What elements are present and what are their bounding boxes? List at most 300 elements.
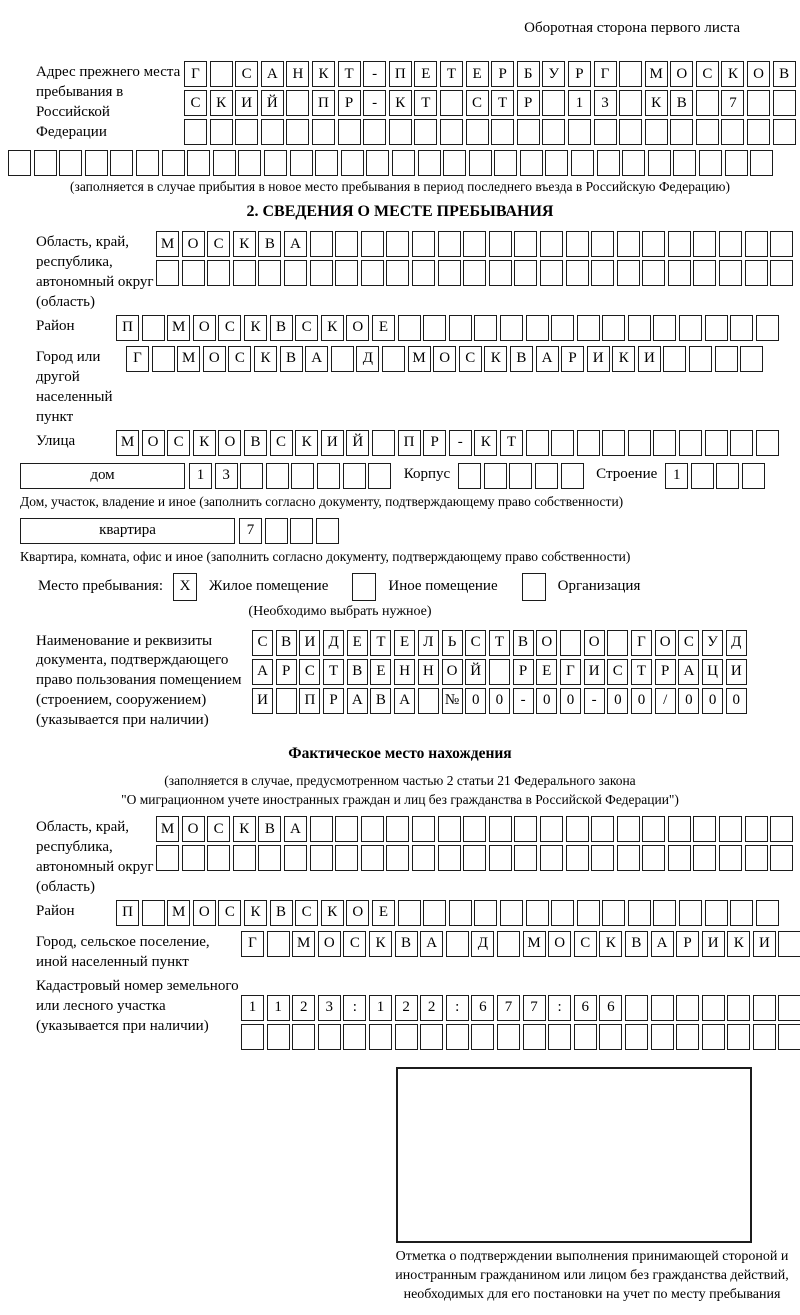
char-box[interactable] xyxy=(670,119,693,145)
char-box[interactable]: М xyxy=(167,900,190,926)
char-box[interactable]: К xyxy=(312,61,335,87)
char-box[interactable]: В xyxy=(276,630,297,656)
char-box[interactable] xyxy=(497,931,520,957)
char-box[interactable]: М xyxy=(645,61,668,87)
char-box[interactable] xyxy=(361,845,384,871)
char-box[interactable] xyxy=(210,61,233,87)
char-box[interactable]: С xyxy=(343,931,366,957)
char-box[interactable] xyxy=(414,119,437,145)
char-box[interactable] xyxy=(291,463,314,489)
char-box[interactable] xyxy=(730,430,753,456)
char-box[interactable] xyxy=(745,845,768,871)
char-box[interactable] xyxy=(628,315,651,341)
char-box[interactable] xyxy=(382,346,405,372)
char-box[interactable]: И xyxy=(321,430,344,456)
char-box[interactable] xyxy=(747,119,770,145)
char-box[interactable] xyxy=(599,1024,622,1050)
char-box[interactable]: Р xyxy=(561,346,584,372)
char-box[interactable] xyxy=(392,150,415,176)
char-box[interactable] xyxy=(316,518,339,544)
char-box[interactable] xyxy=(187,150,210,176)
char-box[interactable] xyxy=(310,845,333,871)
char-box[interactable] xyxy=(602,430,625,456)
char-box[interactable] xyxy=(162,150,185,176)
char-box[interactable] xyxy=(756,315,779,341)
char-box[interactable]: А xyxy=(536,346,559,372)
char-box[interactable]: Г xyxy=(631,630,652,656)
char-box[interactable] xyxy=(514,816,537,842)
char-box[interactable]: С xyxy=(167,430,190,456)
char-box[interactable]: А xyxy=(284,231,307,257)
char-box[interactable]: К xyxy=(721,61,744,87)
char-box[interactable]: И xyxy=(299,630,320,656)
char-box[interactable] xyxy=(628,430,651,456)
char-box[interactable]: В xyxy=(280,346,303,372)
char-box[interactable]: А xyxy=(252,659,273,685)
char-box[interactable]: Р xyxy=(276,659,297,685)
char-box[interactable] xyxy=(756,430,779,456)
char-box[interactable]: Т xyxy=(631,659,652,685)
dom-box[interactable]: дом xyxy=(20,463,185,489)
char-box[interactable]: Й xyxy=(261,90,284,116)
char-box[interactable] xyxy=(719,260,742,286)
char-box[interactable] xyxy=(386,816,409,842)
char-box[interactable] xyxy=(514,231,537,257)
char-box[interactable]: К xyxy=(244,900,267,926)
char-box[interactable] xyxy=(725,150,748,176)
char-box[interactable]: 0 xyxy=(607,688,628,714)
char-box[interactable] xyxy=(398,900,421,926)
char-box[interactable]: № xyxy=(442,688,463,714)
char-box[interactable] xyxy=(719,231,742,257)
kadastr-row-2[interactable] xyxy=(241,1024,800,1050)
char-box[interactable] xyxy=(770,845,793,871)
char-box[interactable] xyxy=(676,1024,699,1050)
char-box[interactable] xyxy=(770,231,793,257)
char-box[interactable] xyxy=(676,995,699,1021)
char-box[interactable]: Е xyxy=(536,659,557,685)
char-box[interactable]: И xyxy=(252,688,273,714)
char-box[interactable] xyxy=(548,1024,571,1050)
char-box[interactable]: К xyxy=(484,346,507,372)
char-box[interactable] xyxy=(696,119,719,145)
char-box[interactable] xyxy=(440,119,463,145)
char-box[interactable]: - xyxy=(363,61,386,87)
char-box[interactable]: М xyxy=(156,816,179,842)
char-box[interactable] xyxy=(418,688,439,714)
char-box[interactable]: Е xyxy=(466,61,489,87)
char-box[interactable]: В xyxy=(773,61,796,87)
char-box[interactable]: О xyxy=(747,61,770,87)
ulitsa-row[interactable] xyxy=(116,430,781,456)
char-box[interactable]: К xyxy=(193,430,216,456)
char-box[interactable] xyxy=(182,845,205,871)
char-box[interactable]: О xyxy=(346,900,369,926)
char-box[interactable]: С xyxy=(218,900,241,926)
char-box[interactable]: - xyxy=(449,430,472,456)
char-box[interactable] xyxy=(668,845,691,871)
char-box[interactable]: 3 xyxy=(594,90,617,116)
char-box[interactable] xyxy=(679,315,702,341)
char-box[interactable] xyxy=(715,346,738,372)
char-box[interactable]: 1 xyxy=(568,90,591,116)
char-box[interactable]: 6 xyxy=(471,995,494,1021)
char-box[interactable] xyxy=(540,260,563,286)
char-box[interactable] xyxy=(335,231,358,257)
char-box[interactable] xyxy=(458,463,481,489)
char-box[interactable] xyxy=(597,150,620,176)
char-box[interactable] xyxy=(369,1024,392,1050)
kvartira-box[interactable]: квартира xyxy=(20,518,235,544)
char-box[interactable] xyxy=(500,900,523,926)
char-box[interactable] xyxy=(745,816,768,842)
char-box[interactable] xyxy=(286,119,309,145)
char-box[interactable]: Е xyxy=(414,61,437,87)
char-box[interactable] xyxy=(551,315,574,341)
char-box[interactable]: С xyxy=(678,630,699,656)
char-box[interactable]: К xyxy=(369,931,392,957)
char-box[interactable] xyxy=(449,900,472,926)
char-box[interactable] xyxy=(156,260,179,286)
char-box[interactable]: Е xyxy=(372,315,395,341)
char-box[interactable] xyxy=(716,463,739,489)
char-box[interactable] xyxy=(110,150,133,176)
char-box[interactable] xyxy=(207,845,230,871)
char-box[interactable] xyxy=(85,150,108,176)
char-box[interactable] xyxy=(443,150,466,176)
char-box[interactable]: К xyxy=(233,231,256,257)
char-box[interactable] xyxy=(8,150,31,176)
char-box[interactable]: С xyxy=(696,61,719,87)
char-box[interactable] xyxy=(418,150,441,176)
char-box[interactable] xyxy=(773,119,796,145)
char-box[interactable]: О xyxy=(182,231,205,257)
char-box[interactable] xyxy=(696,90,719,116)
char-box[interactable] xyxy=(773,90,796,116)
char-box[interactable] xyxy=(491,119,514,145)
char-box[interactable] xyxy=(577,430,600,456)
char-box[interactable]: О xyxy=(203,346,226,372)
char-box[interactable]: М xyxy=(116,430,139,456)
char-box[interactable] xyxy=(653,430,676,456)
char-box[interactable]: В xyxy=(258,816,281,842)
char-box[interactable]: Т xyxy=(414,90,437,116)
char-box[interactable]: Т xyxy=(370,630,391,656)
char-box[interactable]: С xyxy=(295,900,318,926)
char-box[interactable] xyxy=(267,931,290,957)
char-box[interactable]: С xyxy=(465,630,486,656)
char-box[interactable]: У xyxy=(702,630,723,656)
char-box[interactable]: Н xyxy=(286,61,309,87)
char-box[interactable]: О xyxy=(218,430,241,456)
char-box[interactable] xyxy=(386,845,409,871)
char-box[interactable] xyxy=(668,816,691,842)
char-box[interactable]: 1 xyxy=(665,463,688,489)
char-box[interactable] xyxy=(526,315,549,341)
char-box[interactable] xyxy=(318,1024,341,1050)
char-box[interactable] xyxy=(469,150,492,176)
char-box[interactable] xyxy=(489,659,510,685)
char-box[interactable]: О xyxy=(182,816,205,842)
char-box[interactable]: : xyxy=(548,995,571,1021)
char-box[interactable] xyxy=(489,845,512,871)
char-box[interactable] xyxy=(679,430,702,456)
char-box[interactable]: О xyxy=(346,315,369,341)
doc-row-1[interactable] xyxy=(252,630,749,656)
char-box[interactable]: Д xyxy=(471,931,494,957)
char-box[interactable]: К xyxy=(321,315,344,341)
korpus-cells[interactable] xyxy=(458,463,586,489)
char-box[interactable]: О xyxy=(670,61,693,87)
char-box[interactable] xyxy=(438,845,461,871)
char-box[interactable] xyxy=(653,315,676,341)
char-box[interactable] xyxy=(551,900,574,926)
char-box[interactable] xyxy=(182,260,205,286)
char-box[interactable]: Р xyxy=(513,659,534,685)
char-box[interactable]: 7 xyxy=(239,518,262,544)
char-box[interactable] xyxy=(622,150,645,176)
char-box[interactable] xyxy=(335,260,358,286)
char-box[interactable]: С xyxy=(299,659,320,685)
char-box[interactable] xyxy=(568,119,591,145)
char-box[interactable] xyxy=(727,995,750,1021)
char-box[interactable] xyxy=(699,150,722,176)
char-box[interactable] xyxy=(284,845,307,871)
char-box[interactable] xyxy=(423,900,446,926)
char-box[interactable]: И xyxy=(753,931,776,957)
char-box[interactable] xyxy=(517,119,540,145)
char-box[interactable] xyxy=(484,463,507,489)
char-box[interactable]: К xyxy=(645,90,668,116)
char-box[interactable] xyxy=(264,150,287,176)
char-box[interactable] xyxy=(689,346,712,372)
char-box[interactable] xyxy=(591,816,614,842)
char-box[interactable] xyxy=(514,845,537,871)
char-box[interactable]: 0 xyxy=(465,688,486,714)
char-box[interactable]: 7 xyxy=(721,90,744,116)
char-box[interactable] xyxy=(574,1024,597,1050)
char-box[interactable] xyxy=(691,463,714,489)
char-box[interactable]: О xyxy=(655,630,676,656)
char-box[interactable]: 2 xyxy=(292,995,315,1021)
char-box[interactable]: 1 xyxy=(189,463,212,489)
char-box[interactable] xyxy=(747,90,770,116)
char-box[interactable] xyxy=(463,260,486,286)
char-box[interactable] xyxy=(702,995,725,1021)
char-box[interactable]: К xyxy=(233,816,256,842)
char-box[interactable] xyxy=(258,845,281,871)
fact-gorod-row[interactable] xyxy=(241,931,800,957)
char-box[interactable] xyxy=(778,1024,800,1050)
char-box[interactable]: Г xyxy=(594,61,617,87)
char-box[interactable] xyxy=(753,1024,776,1050)
char-box[interactable] xyxy=(361,231,384,257)
char-box[interactable] xyxy=(617,260,640,286)
char-box[interactable] xyxy=(241,1024,264,1050)
char-box[interactable]: В xyxy=(270,900,293,926)
char-box[interactable] xyxy=(625,1024,648,1050)
char-box[interactable] xyxy=(474,315,497,341)
char-box[interactable]: 1 xyxy=(369,995,392,1021)
char-box[interactable]: В xyxy=(513,630,534,656)
char-box[interactable] xyxy=(591,260,614,286)
char-box[interactable]: В xyxy=(370,688,391,714)
char-box[interactable]: С xyxy=(466,90,489,116)
char-box[interactable]: Т xyxy=(500,430,523,456)
char-box[interactable] xyxy=(619,90,642,116)
char-box[interactable] xyxy=(423,315,446,341)
char-box[interactable] xyxy=(542,119,565,145)
char-box[interactable]: В xyxy=(670,90,693,116)
char-box[interactable]: В xyxy=(625,931,648,957)
char-box[interactable]: С xyxy=(207,816,230,842)
char-box[interactable]: К xyxy=(244,315,267,341)
char-box[interactable] xyxy=(446,931,469,957)
char-box[interactable]: В xyxy=(258,231,281,257)
char-box[interactable]: И xyxy=(235,90,258,116)
char-box[interactable]: 0 xyxy=(536,688,557,714)
char-box[interactable]: Е xyxy=(394,630,415,656)
char-box[interactable] xyxy=(59,150,82,176)
char-box[interactable] xyxy=(412,845,435,871)
char-box[interactable]: С xyxy=(252,630,273,656)
doc-row-2[interactable] xyxy=(252,659,749,685)
char-box[interactable]: Е xyxy=(372,900,395,926)
char-box[interactable]: 1 xyxy=(267,995,290,1021)
char-box[interactable]: - xyxy=(363,90,386,116)
char-box[interactable]: С xyxy=(607,659,628,685)
char-box[interactable]: Е xyxy=(370,659,391,685)
char-box[interactable]: А xyxy=(420,931,443,957)
char-box[interactable] xyxy=(233,845,256,871)
prev-address-row-3[interactable] xyxy=(184,119,798,145)
char-box[interactable] xyxy=(721,119,744,145)
char-box[interactable] xyxy=(310,260,333,286)
char-box[interactable]: П xyxy=(116,900,139,926)
char-box[interactable]: К xyxy=(210,90,233,116)
char-box[interactable]: И xyxy=(702,931,725,957)
char-box[interactable]: О xyxy=(548,931,571,957)
char-box[interactable] xyxy=(663,346,686,372)
char-box[interactable] xyxy=(545,150,568,176)
char-box[interactable] xyxy=(463,231,486,257)
char-box[interactable]: К xyxy=(254,346,277,372)
dom-cells[interactable] xyxy=(189,463,394,489)
char-box[interactable]: П xyxy=(312,90,335,116)
char-box[interactable] xyxy=(651,1024,674,1050)
char-box[interactable] xyxy=(648,150,671,176)
char-box[interactable] xyxy=(571,150,594,176)
checkbox-zhiloe[interactable]: X xyxy=(173,573,197,601)
char-box[interactable]: С xyxy=(218,315,241,341)
char-box[interactable] xyxy=(361,260,384,286)
char-box[interactable]: Е xyxy=(347,630,368,656)
char-box[interactable]: К xyxy=(474,430,497,456)
char-box[interactable]: С xyxy=(270,430,293,456)
char-box[interactable] xyxy=(438,231,461,257)
char-box[interactable]: В xyxy=(395,931,418,957)
char-box[interactable]: Р xyxy=(568,61,591,87)
char-box[interactable]: М xyxy=(523,931,546,957)
char-box[interactable] xyxy=(719,845,742,871)
char-box[interactable]: Ц xyxy=(702,659,723,685)
char-box[interactable] xyxy=(438,816,461,842)
char-box[interactable]: С xyxy=(235,61,258,87)
char-box[interactable] xyxy=(693,231,716,257)
char-box[interactable] xyxy=(265,518,288,544)
char-box[interactable] xyxy=(668,231,691,257)
char-box[interactable] xyxy=(560,630,581,656)
char-box[interactable] xyxy=(542,90,565,116)
char-box[interactable] xyxy=(602,315,625,341)
char-box[interactable]: Р xyxy=(517,90,540,116)
char-box[interactable] xyxy=(745,260,768,286)
char-box[interactable] xyxy=(310,231,333,257)
char-box[interactable] xyxy=(750,150,773,176)
char-box[interactable] xyxy=(756,900,779,926)
char-box[interactable] xyxy=(233,260,256,286)
char-box[interactable] xyxy=(317,463,340,489)
char-box[interactable]: 3 xyxy=(318,995,341,1021)
char-box[interactable]: Т xyxy=(323,659,344,685)
char-box[interactable] xyxy=(619,61,642,87)
char-box[interactable] xyxy=(466,119,489,145)
char-box[interactable] xyxy=(753,995,776,1021)
char-box[interactable]: / xyxy=(655,688,676,714)
char-box[interactable] xyxy=(730,900,753,926)
char-box[interactable]: О xyxy=(584,630,605,656)
char-box[interactable] xyxy=(471,1024,494,1050)
stroenie-cells[interactable] xyxy=(665,463,767,489)
char-box[interactable]: К xyxy=(727,931,750,957)
char-box[interactable] xyxy=(152,346,175,372)
char-box[interactable] xyxy=(591,231,614,257)
char-box[interactable] xyxy=(142,900,165,926)
char-box[interactable] xyxy=(642,260,665,286)
char-box[interactable]: С xyxy=(228,346,251,372)
char-box[interactable]: Т xyxy=(338,61,361,87)
char-box[interactable] xyxy=(778,995,800,1021)
char-box[interactable] xyxy=(276,688,297,714)
char-box[interactable] xyxy=(386,260,409,286)
char-box[interactable] xyxy=(389,119,412,145)
char-box[interactable]: О xyxy=(442,659,463,685)
char-box[interactable]: О xyxy=(318,931,341,957)
char-box[interactable] xyxy=(679,900,702,926)
char-box[interactable]: У xyxy=(542,61,565,87)
char-box[interactable] xyxy=(238,150,261,176)
char-box[interactable]: : xyxy=(446,995,469,1021)
char-box[interactable]: Д xyxy=(726,630,747,656)
char-box[interactable] xyxy=(438,260,461,286)
char-box[interactable] xyxy=(286,90,309,116)
char-box[interactable] xyxy=(312,119,335,145)
oblast-row-1[interactable] xyxy=(156,231,796,257)
char-box[interactable]: М xyxy=(177,346,200,372)
char-box[interactable] xyxy=(446,1024,469,1050)
char-box[interactable]: А xyxy=(394,688,415,714)
char-box[interactable]: 6 xyxy=(599,995,622,1021)
doc-row-3[interactable] xyxy=(252,688,749,714)
char-box[interactable]: Т xyxy=(489,630,510,656)
kadastr-row-1[interactable] xyxy=(241,995,800,1021)
char-box[interactable]: А xyxy=(678,659,699,685)
char-box[interactable] xyxy=(136,150,159,176)
char-box[interactable] xyxy=(207,260,230,286)
char-box[interactable] xyxy=(372,430,395,456)
char-box[interactable] xyxy=(489,231,512,257)
char-box[interactable] xyxy=(489,816,512,842)
